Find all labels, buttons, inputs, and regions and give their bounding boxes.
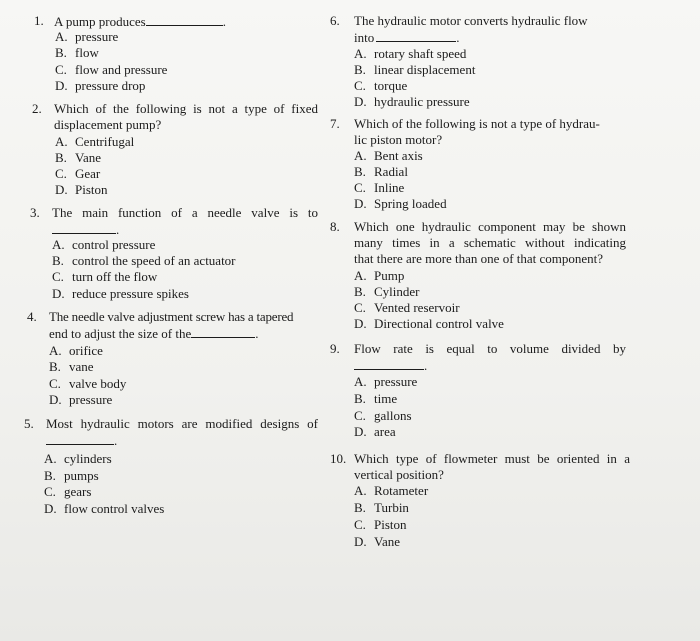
question-number: 5. — [24, 416, 34, 431]
option-c — [354, 180, 404, 196]
option-text: Vane — [374, 534, 400, 549]
option-letter: B. — [354, 164, 366, 179]
option-b — [52, 253, 236, 269]
option-letter: B. — [52, 253, 64, 268]
question-stem — [354, 219, 626, 267]
option-d — [354, 196, 447, 212]
option-a — [354, 374, 417, 390]
option-letter: A. — [49, 343, 62, 358]
question-number: 9. — [330, 341, 340, 356]
option-a — [55, 134, 134, 150]
stem-trail: . — [222, 14, 226, 29]
option-letter: B. — [354, 62, 366, 77]
option-c — [55, 62, 167, 78]
question-number: 10. — [330, 451, 347, 466]
question-number: 1. — [34, 13, 44, 28]
question-stem — [54, 13, 226, 30]
stem-line: The main function of a needle valve is to — [52, 205, 318, 220]
option-letter: A. — [44, 451, 57, 466]
option-text: cylinders — [64, 451, 112, 466]
question-stem — [354, 13, 588, 46]
option-text: gallons — [374, 408, 412, 423]
stem-trail: . — [456, 30, 460, 45]
option-c — [354, 517, 407, 533]
question-stem — [52, 205, 318, 238]
option-letter: C. — [55, 166, 67, 181]
option-b — [55, 150, 101, 166]
option-text: Radial — [374, 164, 408, 179]
option-text: torque — [374, 78, 408, 93]
stem-line — [354, 357, 626, 374]
question-number: 2. — [32, 101, 42, 116]
question-number: 7. — [330, 116, 340, 131]
option-b — [354, 391, 397, 407]
option-text: time — [374, 391, 398, 406]
option-b — [354, 62, 475, 78]
option-text: area — [374, 424, 396, 439]
option-letter: C. — [52, 269, 64, 284]
stem-text: A pump produces — [54, 14, 146, 29]
stem-line: many times in a schematic without indicating — [354, 235, 626, 250]
question-number: 8. — [330, 219, 340, 234]
option-letter: A. — [55, 29, 68, 44]
option-letter: B. — [354, 391, 366, 406]
option-text: pumps — [64, 468, 99, 483]
stem-line — [46, 432, 318, 449]
option-letter: B. — [354, 500, 366, 515]
question-stem — [354, 116, 600, 148]
stem-text: into — [354, 30, 375, 45]
option-text: linear displacement — [374, 62, 476, 77]
option-d — [55, 182, 108, 198]
answer-blank — [376, 29, 456, 42]
option-letter: A. — [354, 483, 367, 498]
option-d — [52, 286, 189, 302]
option-a — [44, 451, 112, 467]
option-text: Vented reservoir — [374, 300, 460, 315]
option-text: Piston — [374, 517, 407, 532]
stem-line — [49, 325, 293, 342]
option-c — [49, 376, 126, 392]
option-letter: C. — [354, 300, 366, 315]
option-text: Turbin — [374, 500, 409, 515]
option-b — [354, 284, 420, 300]
option-letter: A. — [354, 148, 367, 163]
option-letter: A. — [354, 46, 367, 61]
option-text: valve body — [69, 376, 127, 391]
option-d — [49, 392, 112, 408]
option-d — [354, 534, 400, 550]
answer-blank — [354, 357, 424, 370]
option-c — [44, 484, 91, 500]
option-text: flow and pressure — [75, 62, 168, 77]
option-text: Pump — [374, 268, 405, 283]
option-a — [49, 343, 103, 359]
option-a — [354, 46, 466, 62]
option-letter: B. — [55, 45, 67, 60]
option-b — [354, 500, 409, 516]
question-number: 3. — [30, 205, 40, 220]
option-letter: C. — [354, 408, 366, 423]
question-stem — [46, 416, 318, 449]
option-d — [55, 78, 145, 94]
option-text: pressure drop — [75, 78, 146, 93]
question-number: 6. — [330, 13, 340, 28]
option-letter: D. — [55, 78, 68, 93]
stem-text: end to adjust the size of the — [49, 326, 192, 341]
option-letter: D. — [44, 501, 57, 516]
option-text: flow control valves — [64, 501, 165, 516]
stem-line: lic piston motor? — [354, 132, 443, 147]
stem-line: Most hydraulic motors are modified designs of — [46, 416, 318, 431]
answer-blank — [191, 325, 255, 338]
stem-line — [52, 221, 318, 238]
stem-line — [354, 29, 588, 46]
option-text: Cylinder — [374, 284, 420, 299]
option-d — [354, 316, 504, 332]
option-d — [354, 94, 470, 110]
question-stem — [354, 341, 626, 374]
option-text: Gear — [75, 166, 101, 181]
option-letter: D. — [354, 196, 367, 211]
option-b — [49, 359, 94, 375]
option-letter: C. — [55, 62, 67, 77]
option-text: Rotameter — [374, 483, 429, 498]
question-stem — [354, 451, 630, 483]
option-letter: D. — [52, 286, 65, 301]
option-letter: A. — [354, 268, 367, 283]
stem-line: Which type of flowmeter must be oriented in a — [354, 451, 630, 466]
option-letter: D. — [354, 316, 367, 331]
stem-line: Which of the following is not a type of hydrau- — [354, 116, 600, 131]
option-d — [44, 501, 164, 517]
option-text: control the speed of an actuator — [72, 253, 236, 268]
option-a — [354, 148, 423, 164]
stem-trail: . — [255, 326, 259, 341]
option-letter: C. — [354, 78, 366, 93]
stem-line: The hydraulic motor converts hydraulic flow — [354, 13, 588, 28]
stem-trail: . — [424, 358, 428, 373]
option-letter: C. — [354, 180, 366, 195]
option-text: pressure — [69, 392, 113, 407]
option-a — [55, 29, 118, 45]
option-text: Directional control valve — [374, 316, 504, 331]
option-text: hydraulic pressure — [374, 94, 470, 109]
option-text: turn off the flow — [72, 269, 158, 284]
stem-line: that there are more than one of that component? — [354, 251, 604, 266]
option-b — [55, 45, 99, 61]
option-letter: C. — [49, 376, 61, 391]
question-stem — [54, 101, 318, 133]
option-text: control pressure — [72, 237, 156, 252]
option-letter: A. — [52, 237, 65, 252]
option-text: flow — [75, 45, 99, 60]
option-letter: D. — [354, 424, 367, 439]
stem-line: Flow rate is equal to volume divided by — [354, 341, 626, 356]
option-letter: B. — [49, 359, 61, 374]
option-text: gears — [64, 484, 92, 499]
option-letter: D. — [354, 534, 367, 549]
option-letter: D. — [55, 182, 68, 197]
option-letter: A. — [354, 374, 367, 389]
option-text: orifice — [69, 343, 103, 358]
question-number: 4. — [27, 309, 37, 324]
option-text: vane — [69, 359, 94, 374]
option-letter: C. — [354, 517, 366, 532]
option-letter: A. — [55, 134, 68, 149]
option-letter: B. — [354, 284, 366, 299]
stem-line: vertical position? — [354, 467, 444, 482]
stem-trail: . — [116, 222, 120, 237]
stem-line: Which of the following is not a type of fixed — [54, 101, 318, 116]
option-letter: B. — [55, 150, 67, 165]
option-a — [354, 268, 404, 284]
stem-line: displacement pump? — [54, 117, 162, 132]
option-text: rotary shaft speed — [374, 46, 467, 61]
option-text: pressure — [75, 29, 119, 44]
answer-blank — [46, 432, 114, 445]
option-text: pressure — [374, 374, 418, 389]
option-d — [354, 424, 396, 440]
option-c — [354, 408, 412, 424]
option-text: Spring loaded — [374, 196, 447, 211]
option-c — [354, 300, 460, 316]
option-text: Piston — [75, 182, 108, 197]
option-text: Inline — [374, 180, 405, 195]
stem-line: Which one hydraulic component may be shown — [354, 219, 626, 234]
option-c — [52, 269, 157, 285]
option-text: Bent axis — [374, 148, 423, 163]
option-c — [55, 166, 100, 182]
option-text: Vane — [75, 150, 101, 165]
option-letter: B. — [44, 468, 56, 483]
option-letter: C. — [44, 484, 56, 499]
option-b — [354, 164, 408, 180]
option-a — [52, 237, 155, 253]
option-c — [354, 78, 407, 94]
option-a — [354, 483, 428, 499]
option-letter: D. — [354, 94, 367, 109]
question-stem — [49, 309, 293, 342]
answer-blank — [146, 13, 223, 26]
option-letter: D. — [49, 392, 62, 407]
answer-blank — [52, 221, 116, 234]
option-text: reduce pressure spikes — [72, 286, 189, 301]
option-text: Centrifugal — [75, 134, 135, 149]
stem-trail: . — [114, 433, 118, 448]
option-b — [44, 468, 99, 484]
stem-line: The needle valve adjustment screw has a tapered — [49, 309, 294, 324]
